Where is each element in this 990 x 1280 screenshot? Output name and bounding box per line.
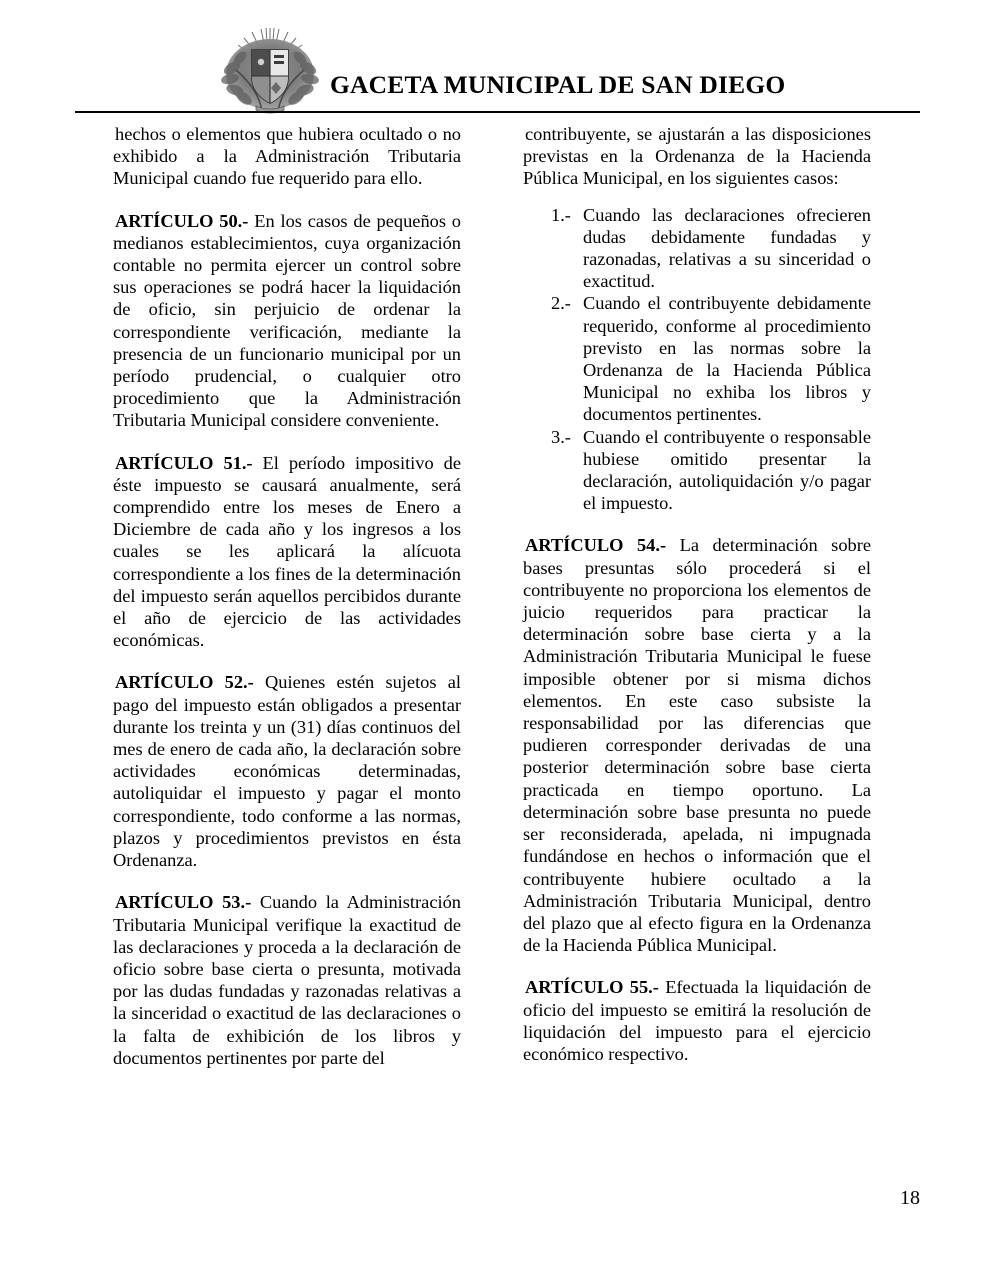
page-title: GACETA MUNICIPAL DE SAN DIEGO xyxy=(330,70,786,99)
paragraph-text: El período impositivo de éste impuesto se causará anualmente, será comprendido entre los meses de Enero a Diciembre de cada año y los ingresos a los cuales se les aplicará la alícuota correspondiente a los fines de la determinación del impuesto serán aquellos percibidos durante el año de ejercicio de las actividades económicas. xyxy=(113,452,462,651)
article-label: ARTÍCULO 55.- xyxy=(525,977,659,998)
article-55-paragraph xyxy=(523,976,871,1065)
paragraph-continuation-right xyxy=(523,123,871,190)
header-divider xyxy=(75,111,920,113)
list-item-text: Cuando el contribuyente debidamente requerido, conforme al procedimiento previsto en las normas sobre la Ordenanza de la Hacienda Pública Municipal no exhiba los libros y documentos pertinentes. xyxy=(583,293,871,425)
coat-of-arms-emblem xyxy=(216,26,324,114)
article-54-paragraph xyxy=(523,534,871,956)
article-51-paragraph xyxy=(113,452,461,652)
list-item xyxy=(523,426,871,515)
list-item-text: Cuando el contribuyente o responsable hubiese omitido presentar la declaración, autoliquidación y/o pagar el impuesto. xyxy=(583,426,871,514)
article-label: ARTÍCULO 50.- xyxy=(115,210,249,231)
article-50-paragraph xyxy=(113,210,461,432)
list-item xyxy=(523,204,871,293)
list-item-text: Cuando las declaraciones ofrecieren dudas debidamente fundadas y razonadas, relativas a su sinceridad o exactitud. xyxy=(583,204,871,292)
list-item-marker: 3.- xyxy=(551,426,571,447)
paragraph-text: Cuando la Administración Tributaria Municipal verifique la exactitud de las declaraciones y proceda a la declaración de oficio sobre base cierta o presunta, motivada por las dudas fundadas y razonadas relativas a la sinceridad o exactitud de las declaraciones o la falta de exhibición de los libros y documentos pertinentes por parte del xyxy=(113,892,461,1068)
numbered-list xyxy=(523,204,871,515)
article-label: ARTÍCULO 51.- xyxy=(115,452,253,473)
list-item-marker: 2.- xyxy=(551,293,571,314)
paragraph-text: Quienes estén sujetos al pago del impuesto están obligados a presentar durante los treinta y un (31) días continuos del mes de enero de cada año, la declaración sobre actividades económicas determinadas, autoliquidar el impuesto y pagar el monto correspondiente, todo conforme a las normas, plazos y procedimientos previstos en ésta Ordenanza. xyxy=(113,672,461,871)
article-label: ARTÍCULO 54.- xyxy=(525,535,667,556)
paragraph-text: La determinación sobre bases presuntas sólo procederá si el contribuyente no proporciona los elementos de juicio requeridos para practicar la determinación sobre base cierta y a la Administración Tributaria Municipal le fuese imposible obtener por si misma dichos elementos. En este caso subsiste la responsabilidad por las diferencias que pudieren corresponder derivadas de una posterior determinación sobre base cierta practicada en tiempo oportuno. La determinación sobre base presunta no puede ser reconsiderada, apelada, ni impugnada fundándose en hechos o información que el contribuyente hubiere ocultado a la Administración Tributaria Municipal, dentro del plazo que al efecto figura en la Ordenanza de la Hacienda Pública Municipal. xyxy=(523,535,872,956)
numbered-list-wrapper xyxy=(523,204,871,515)
paragraph-text: contribuyente, se ajustarán a las disposiciones previstas en la Ordenanza de la Hacienda Pública Municipal, en los siguientes casos: xyxy=(523,124,871,189)
paragraph-text: En los casos de pequeños o medianos establecimientos, cuya organización contable no permita ejercer un control sobre sus operaciones se podrá hacer la liquidación de oficio, sin perjuicio de ordenar la correspondiente verificación, mediante la presencia de un funcionario municipal por un período prudencial, o cualquier otro procedimiento que la Administración Tributaria Municipal considere conveniente. xyxy=(113,210,462,431)
article-label: ARTÍCULO 52.- xyxy=(115,672,254,693)
article-label: ARTÍCULO 53.- xyxy=(115,892,252,913)
text-column-right xyxy=(523,123,871,1065)
page-number: 18 xyxy=(900,1187,920,1209)
two-column-body xyxy=(0,123,990,1203)
list-item xyxy=(523,292,871,425)
article-52-paragraph xyxy=(113,671,461,871)
article-53-paragraph xyxy=(113,891,461,1069)
paragraph-continuation xyxy=(113,123,461,190)
paragraph-text: hechos o elementos que hubiera ocultado o no exhibido a la Administración Tributaria Municipal cuando fue requerido para ello. xyxy=(113,124,461,189)
list-item-marker: 1.- xyxy=(551,204,571,225)
paragraph-text: Efectuada la liquidación de oficio del impuesto se emitirá la resolución de liquidación del impuesto para el ejercicio económico respectivo. xyxy=(523,977,871,1064)
page-masthead xyxy=(0,0,990,120)
text-column-left xyxy=(113,123,461,1069)
